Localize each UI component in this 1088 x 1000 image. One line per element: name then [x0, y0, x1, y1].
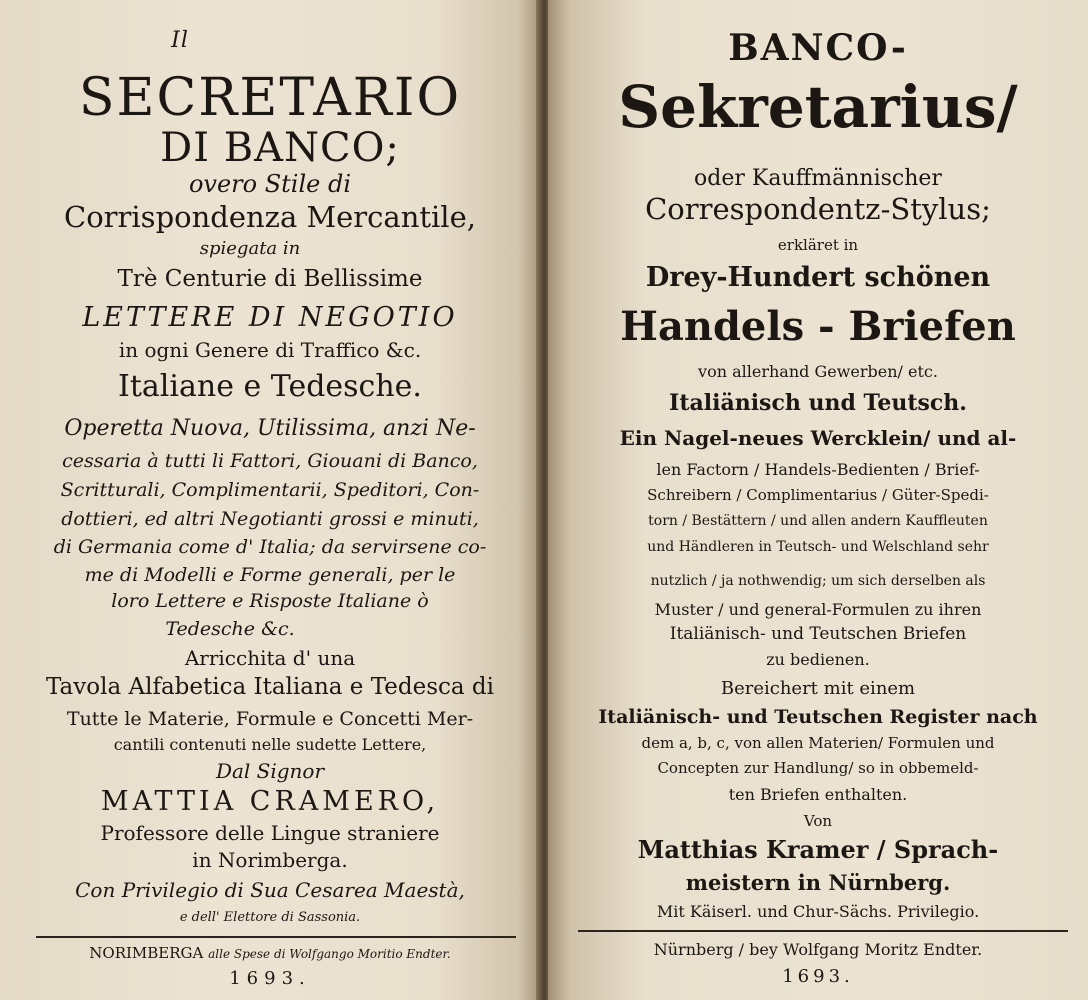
body-line-3: Scritturali, Complimentarii, Speditori, Con- [60, 479, 480, 501]
privilegio-line-1: Con Privilegio di Sua Cesarea Maestà, [75, 878, 465, 902]
imprint-de-line: Nürnberg / bey Wolfgang Moritz Endter. [653, 940, 983, 959]
body-de-line-3: Schreibern / Complimentarius / Güter-Spedi- [647, 486, 989, 504]
arricchita-line: Arricchita d' una [184, 646, 356, 670]
imprint-city: NORIMBERGA [89, 944, 204, 962]
subtitle-spiegata: spiegata in [199, 238, 301, 259]
body-de-line-1: Ein Nagel-neues Wercklein/ und al- [619, 426, 1017, 450]
subtitle-lettere-di-negotio: LETTERE DI NEGOTIO [82, 302, 458, 333]
left-page [0, 0, 540, 1000]
imprint-line [0, 946, 540, 961]
bereichert-line: Bereichert mit einem [720, 678, 916, 699]
author-norimberga: in Norimberga. [192, 848, 348, 872]
author-matthias-kramer: Matthias Kramer / Sprach- [637, 835, 999, 864]
body-line-7: loro Lettere e Risposte Italiane ò [111, 590, 429, 612]
subtitle-kauffmaennischer: oder Kauffmännischer [694, 166, 942, 191]
dal-signor: Dal Signor [215, 759, 325, 783]
register-line-2: dem a, b, c, von allen Materien/ Formulen und [641, 734, 995, 752]
tavola-line-3: cantili contenuti nelle sudette Lettere, [113, 735, 427, 754]
author-nuernberg: meistern in Nürnberg. [685, 870, 951, 895]
subtitle-drey-hundert: Drey-Hundert schönen [645, 262, 991, 293]
body-line-8: Tedesche &c. [165, 618, 295, 640]
body-line-5: di Germania come d' Italia; da servirsene co- [53, 536, 487, 558]
subtitle-correspondentz: Correspondentz-Stylus; [645, 192, 991, 226]
body-de-line-7: Muster / und general-Formulen zu ihren [654, 600, 982, 619]
subtitle-in-ogni-genere: in ogni Genere di Traffico &c. [118, 338, 422, 362]
tavola-line-1: Tavola Alfabetica Italiana e Tedesca di [45, 674, 495, 700]
body-de-line-5: und Händleren in Teutsch- und Welschland sehr [647, 539, 989, 555]
privilegio-line-2: e dell' Elettore di Sassonia. [179, 910, 361, 925]
body-de-line-8: Italiänisch- und Teutschen Briefen [669, 624, 967, 644]
subtitle-erklaeret: erkläret in [777, 236, 859, 254]
imprint-de-year: 1693. [782, 966, 854, 987]
body-de-line-2: len Factorn / Handels-Bedienten / Brief- [656, 460, 980, 479]
subtitle-handels-briefen: Handels - Briefen [620, 303, 1016, 350]
imprint-year: 1693. [229, 968, 311, 989]
author-professore: Professore delle Lingue straniere [100, 821, 440, 845]
subtitle-corrispondenza: Corrispondenza Mercantile, [64, 200, 476, 234]
tavola-line-2: Tutte le Materie, Formule e Concetti Mer- [66, 708, 474, 730]
body-de-line-4: torn / Bestättern / und allen andern Kauffleuten [648, 513, 988, 529]
title-banco: BANCO- [728, 27, 908, 69]
title-sekretarius: Sekretarius/ [618, 73, 1018, 141]
imprint-de-rule [578, 930, 1068, 932]
von-line: Von [803, 812, 833, 830]
subtitle-tre-centurie: Trè Centurie di Bellissime [117, 266, 423, 292]
subtitle-overo-stile: overo Stile di [188, 170, 352, 198]
right-page [548, 0, 1088, 1000]
body-line-1: Operetta Nuova, Utilissima, anzi Ne- [64, 416, 476, 441]
title-di-banco: DI BANCO; [160, 125, 400, 171]
body-de-line-9: zu bedienen. [766, 650, 870, 669]
author-mattia-cramero: MATTIA CRAMERO, [100, 786, 440, 817]
body-line-6: me di Modelli e Forme generali, per le [84, 564, 456, 586]
subtitle-italiaenisch-teutsch: Italiänisch und Teutsch. [669, 390, 967, 416]
subtitle-von-allerhand: von allerhand Gewerben/ etc. [698, 362, 938, 381]
title-word-il: Il [171, 28, 189, 53]
title-secretario: SECRETARIO [78, 68, 462, 128]
subtitle-italiane-tedesche: Italiane e Tedesche. [118, 369, 422, 404]
register-line-4: ten Briefen enthalten. [728, 785, 908, 804]
body-line-2: cessaria à tutti li Fattori, Giouani di Banco, [62, 450, 478, 472]
register-line-1: Italiänisch- und Teutschen Register nach [598, 706, 1038, 728]
imprint-rule [36, 936, 516, 938]
imprint-publisher: alle Spese di Wolfgango Moritio Endter. [208, 947, 451, 961]
register-line-3: Concepten zur Handlung/ so in obbemeld- [657, 759, 979, 777]
body-line-4: dottieri, ed altri Negotianti grossi e minuti, [61, 508, 479, 530]
body-de-line-6: nutzlich / ja nothwendig; um sich derselben als [650, 573, 986, 589]
privilegio-de-line: Mit Käiserl. und Chur-Sächs. Privilegio. [656, 902, 980, 921]
